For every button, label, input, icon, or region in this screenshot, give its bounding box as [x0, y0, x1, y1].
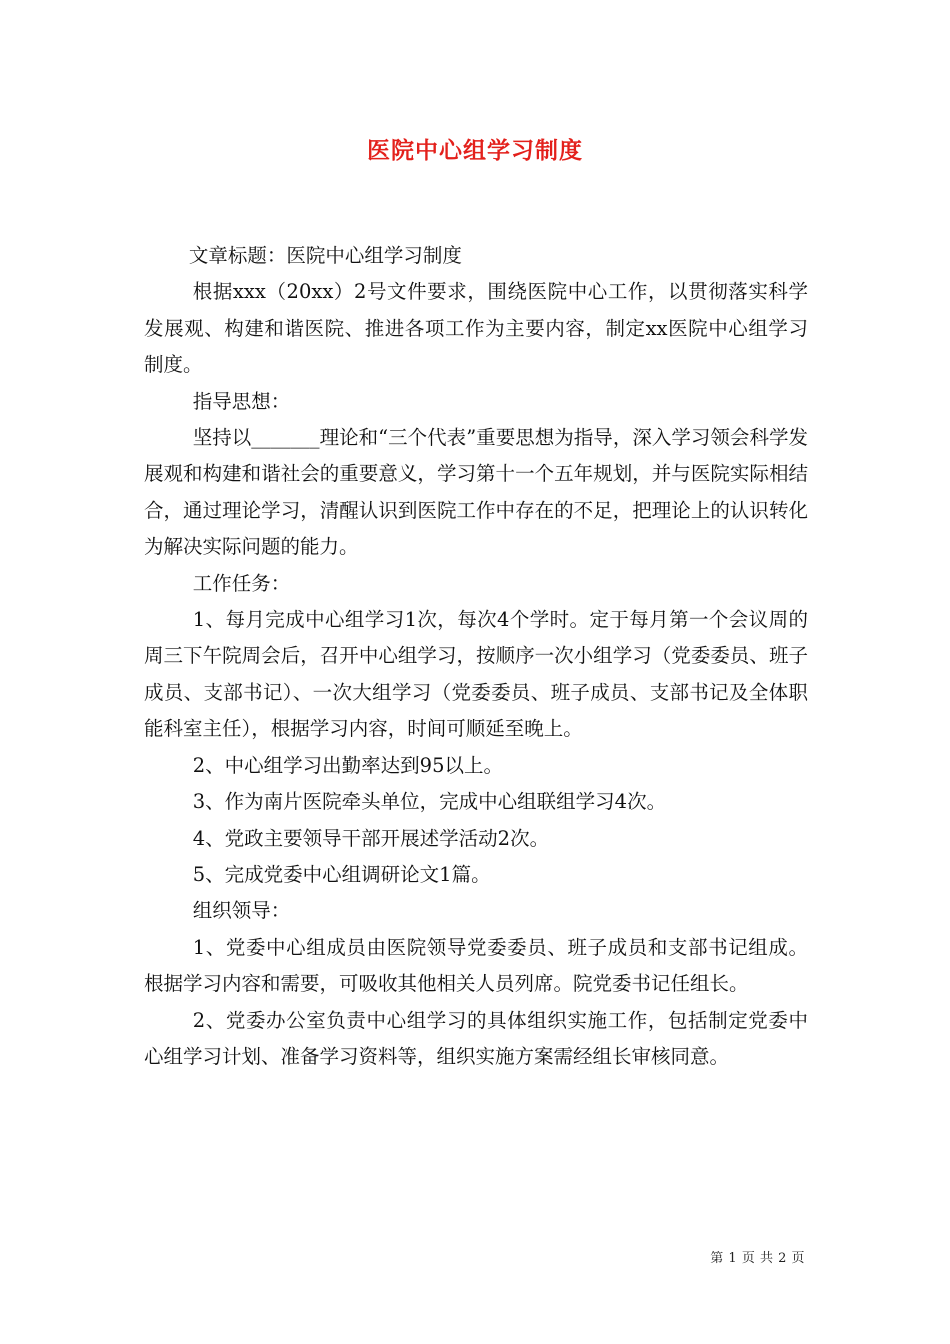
organization-item: 1、党委中心组成员由医院领导党委委员、班子成员和支部书记组成。根据学习内容和需要，可吸收其他相关人员列席。院党委书记任组长。	[144, 935, 808, 996]
organization-item: 2、党委办公室负责中心组学习的具体组织实施工作，包括制定党委中心组学习计划、准备学习资料等，组织实施方案需经组长审核同意。	[144, 1008, 808, 1068]
guiding-thought-paragraph: 坚持以_______理论和“三个代表”重要思想为指导，深入学习领会科学发展观和构建和谐社会的重要意义，学习第十一个五年规划，并与医院实际相结合，通过理论学习，清醒认识到医院工作中存在的不足，把理论上的认识转化为解决实际问题的能力。	[144, 426, 808, 559]
work-task-item: 4、党政主要领导干部开展述学活动2次。	[192, 826, 550, 850]
document-title: 医院中心组学习制度	[367, 137, 583, 164]
page-number-footer: 第 1 页 共 2 页	[710, 1251, 805, 1266]
document-body	[144, 238, 808, 1075]
intro-paragraph: 根据xxx（20xx）2号文件要求，围绕医院中心工作，以贯彻落实科学发展观、构建和谐医院、推进各项工作为主要内容，制定xx医院中心组学习制度。	[144, 280, 808, 377]
section-heading-work-tasks: 工作任务：	[192, 571, 291, 595]
work-task-item: 2、中心组学习出勤率达到95以上。	[192, 753, 503, 777]
work-task-item: 3、作为南片医院牵头单位，完成中心组联组学习4次。	[192, 790, 667, 814]
article-title-line: 文章标题：医院中心组学习制度	[188, 244, 462, 267]
section-heading-guiding-thought: 指导思想：	[192, 389, 291, 413]
work-task-item: 5、完成党委中心组调研论文1篇。	[192, 862, 491, 886]
section-heading-organization: 组织领导：	[192, 899, 291, 923]
work-task-item: 1、每月完成中心组学习1次，每次4个学时。定于每月第一个会议周的周三下午院周会后，召开中心组学习，按顺序一次小组学习（党委委员、班子成员、支部书记）、一次大组学习（党委委员、班子成员、支部书记及全体职能科室主任），根据学习内容，时间可顺延至晚上。	[144, 608, 808, 741]
